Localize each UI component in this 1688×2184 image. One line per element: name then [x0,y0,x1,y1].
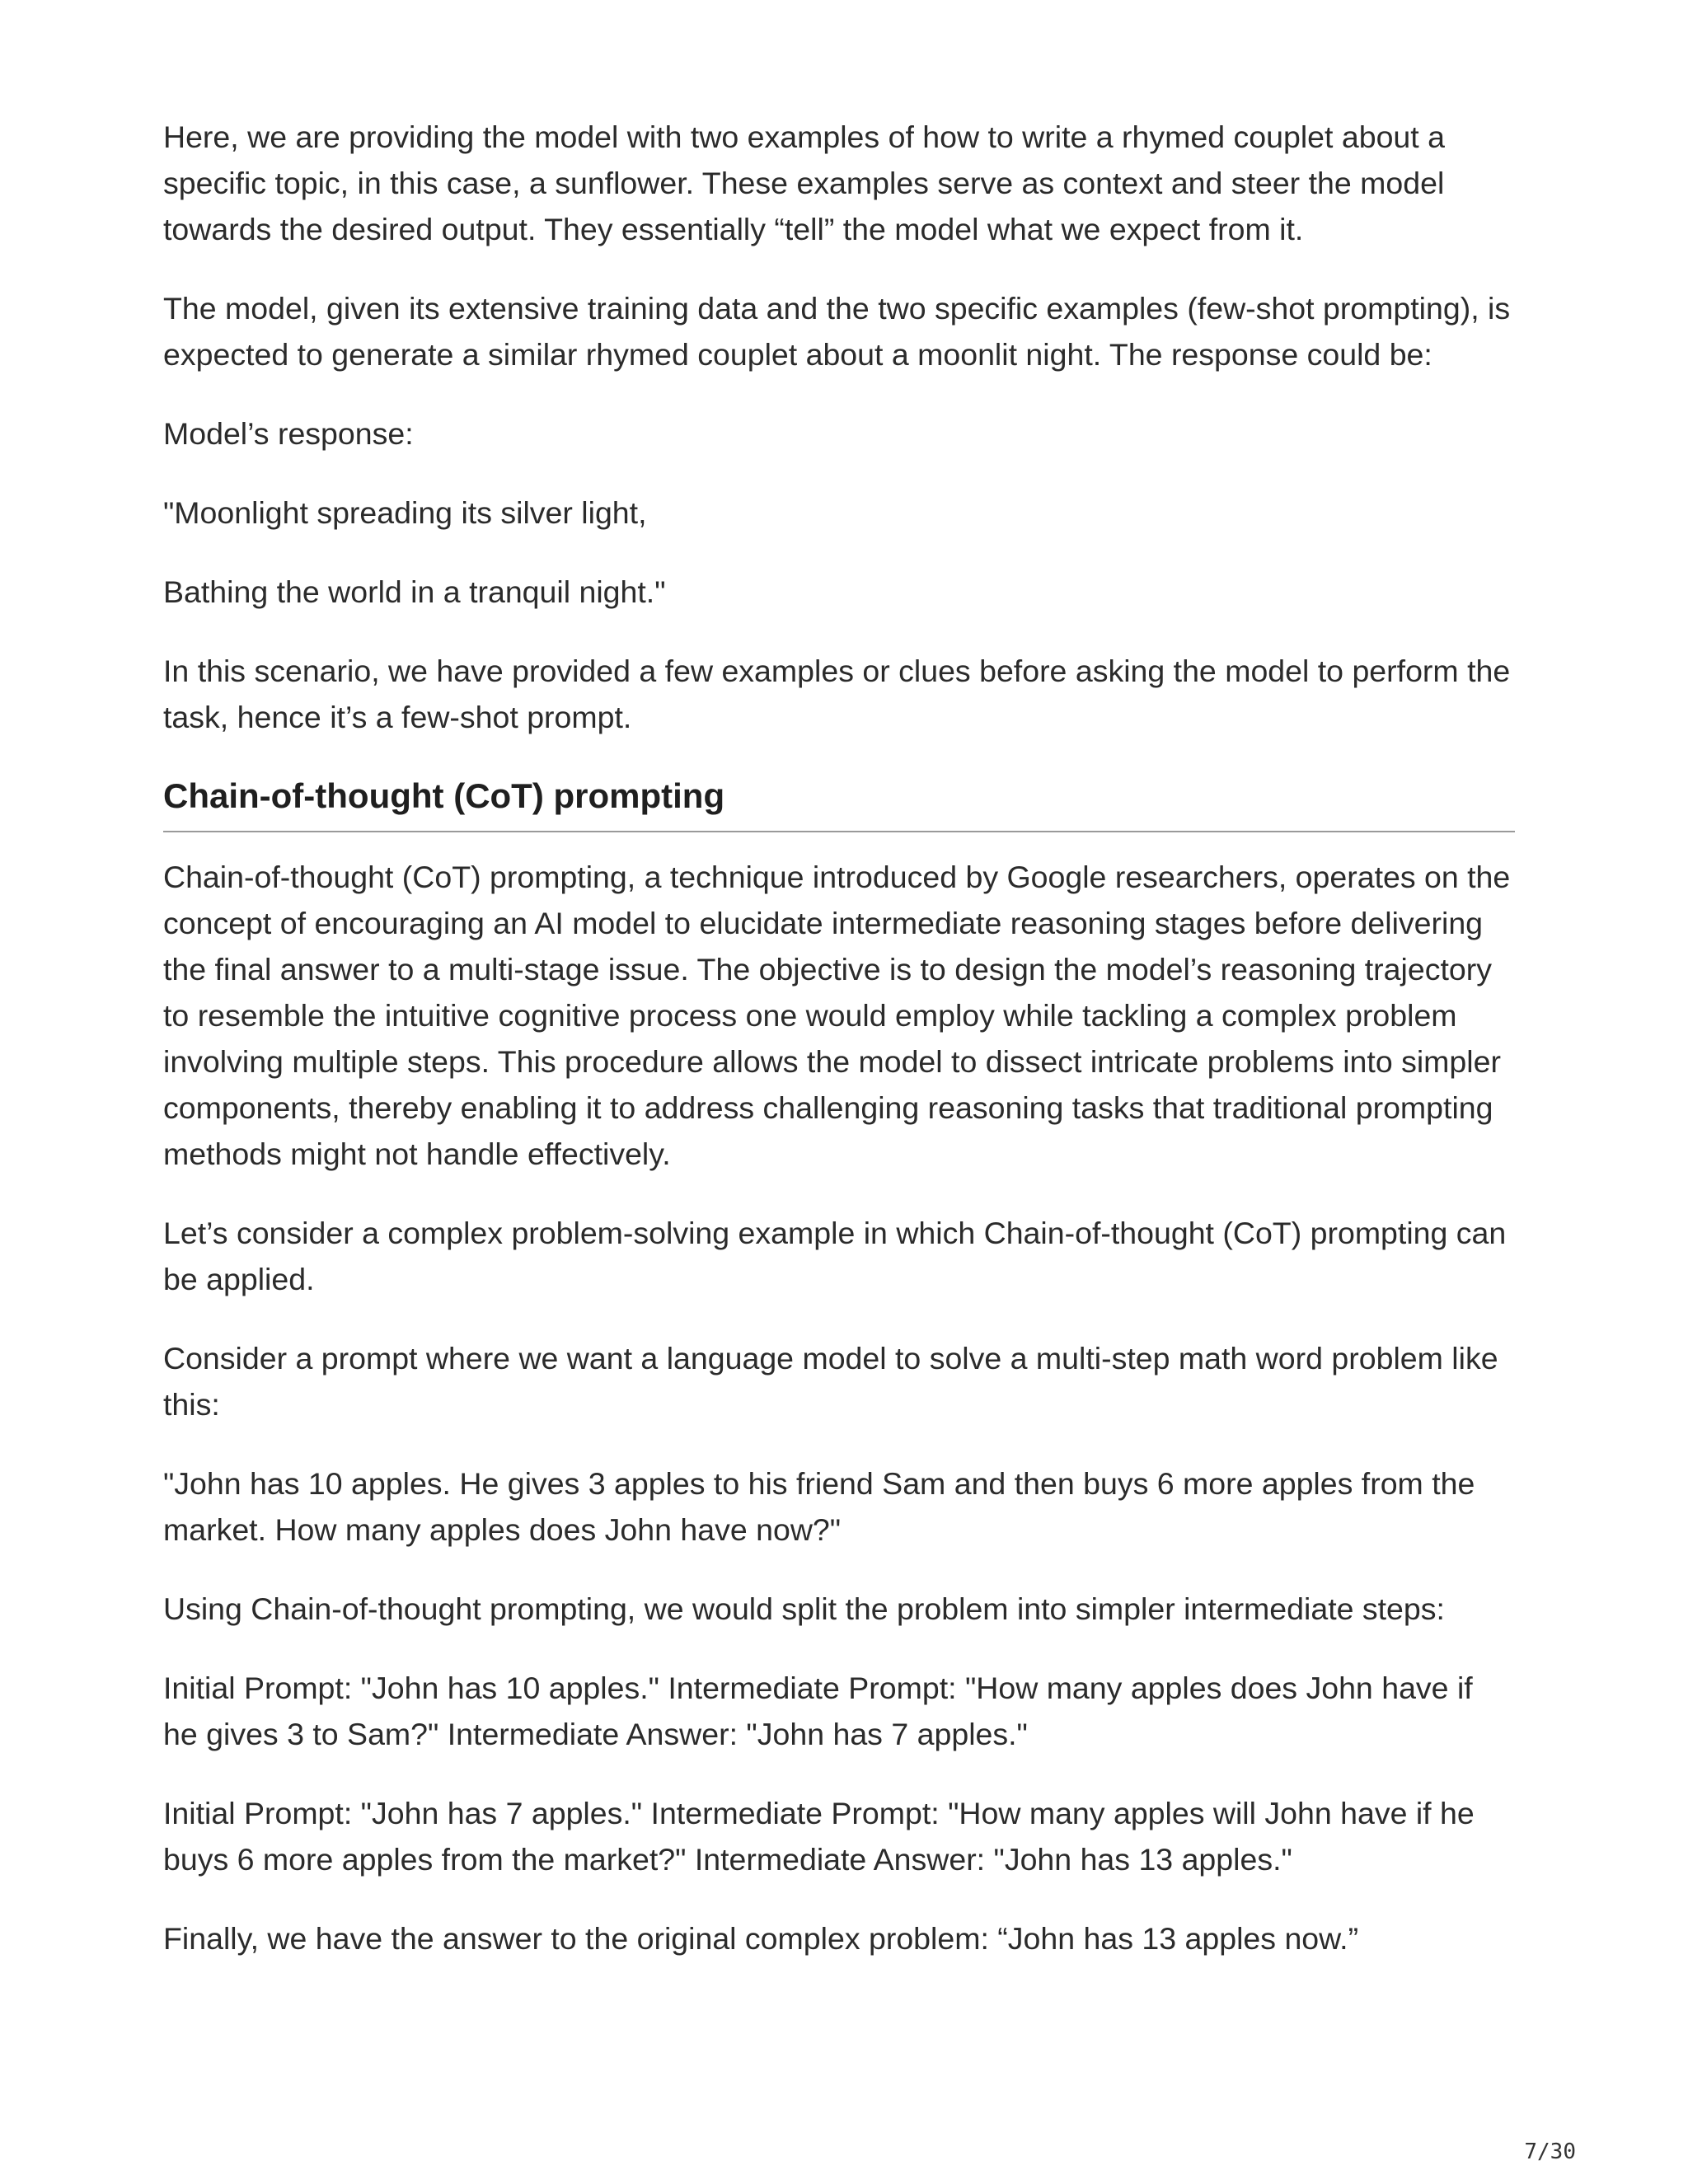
paragraph-math-problem: "John has 10 apples. He gives 3 apples to his friend Sam and then buys 6 more apples from the market. How many apples does John have now?" [163,1466,1475,1547]
page-number: 7/30 [1524,2139,1576,2164]
paragraph-math-problem-intro: Consider a prompt where we want a language model to solve a multi-step math word problem like this: [163,1341,1498,1422]
paragraph-model-expectation: The model, given its extensive training data and the two specific examples (few-shot prompting), is expected to generate a similar rhymed couplet about a moonlit night. The response could be: [163,291,1511,372]
paragraph-model-response-label: Model’s response: [163,416,414,451]
paragraph-fewshot-examples: Here, we are providing the model with two examples of how to write a rhymed couplet about a specific topic, in this case, a sunflower. These examples serve as context and steer the model towards the desired output. They essentially “tell” the model what we expect from it. [163,120,1445,246]
document-body [163,114,1515,1994]
couplet-line-2: Bathing the world in a tranquil night." [163,574,666,609]
paragraph-step-2: Initial Prompt: "John has 7 apples." Intermediate Prompt: "How many apples will John have if he buys 6 more apples from the market?" Intermediate Answer: "John has 13 apples." [163,1796,1475,1877]
section-heading-cot: Chain-of-thought (CoT) prompting [163,773,1515,832]
paragraph-split-steps: Using Chain-of-thought prompting, we would split the problem into simpler intermediate steps: [163,1591,1445,1626]
paragraph-final-answer: Finally, we have the answer to the original complex problem: “John has 13 apples now.” [163,1921,1359,1956]
paragraph-cot-example-intro: Let’s consider a complex problem-solving example in which Chain-of-thought (CoT) prompting can be applied. [163,1216,1507,1296]
couplet-line-1: "Moonlight spreading its silver light, [163,495,647,530]
paragraph-step-1: Initial Prompt: "John has 10 apples." Intermediate Prompt: "How many apples does John have if he gives 3 to Sam?" Intermediate Answer: "John has 7 apples." [163,1671,1473,1751]
paragraph-fewshot-conclusion: In this scenario, we have provided a few examples or clues before asking the model to perform the task, hence it’s a few-shot prompt. [163,654,1511,734]
paragraph-cot-definition: Chain-of-thought (CoT) prompting, a technique introduced by Google researchers, operates on the concept of encouraging an AI model to elucidate intermediate reasoning stages before delivering the final answer to a multi-stage issue. The objective is to design the model’s reasoning trajectory to resemble the intuitive cognitive process one would employ while tackling a complex problem involving multiple steps. This procedure allows the model to dissect intricate problems into simpler components, thereby enabling it to address challenging reasoning tasks that traditional prompting methods might not handle effectively. [163,860,1511,1171]
